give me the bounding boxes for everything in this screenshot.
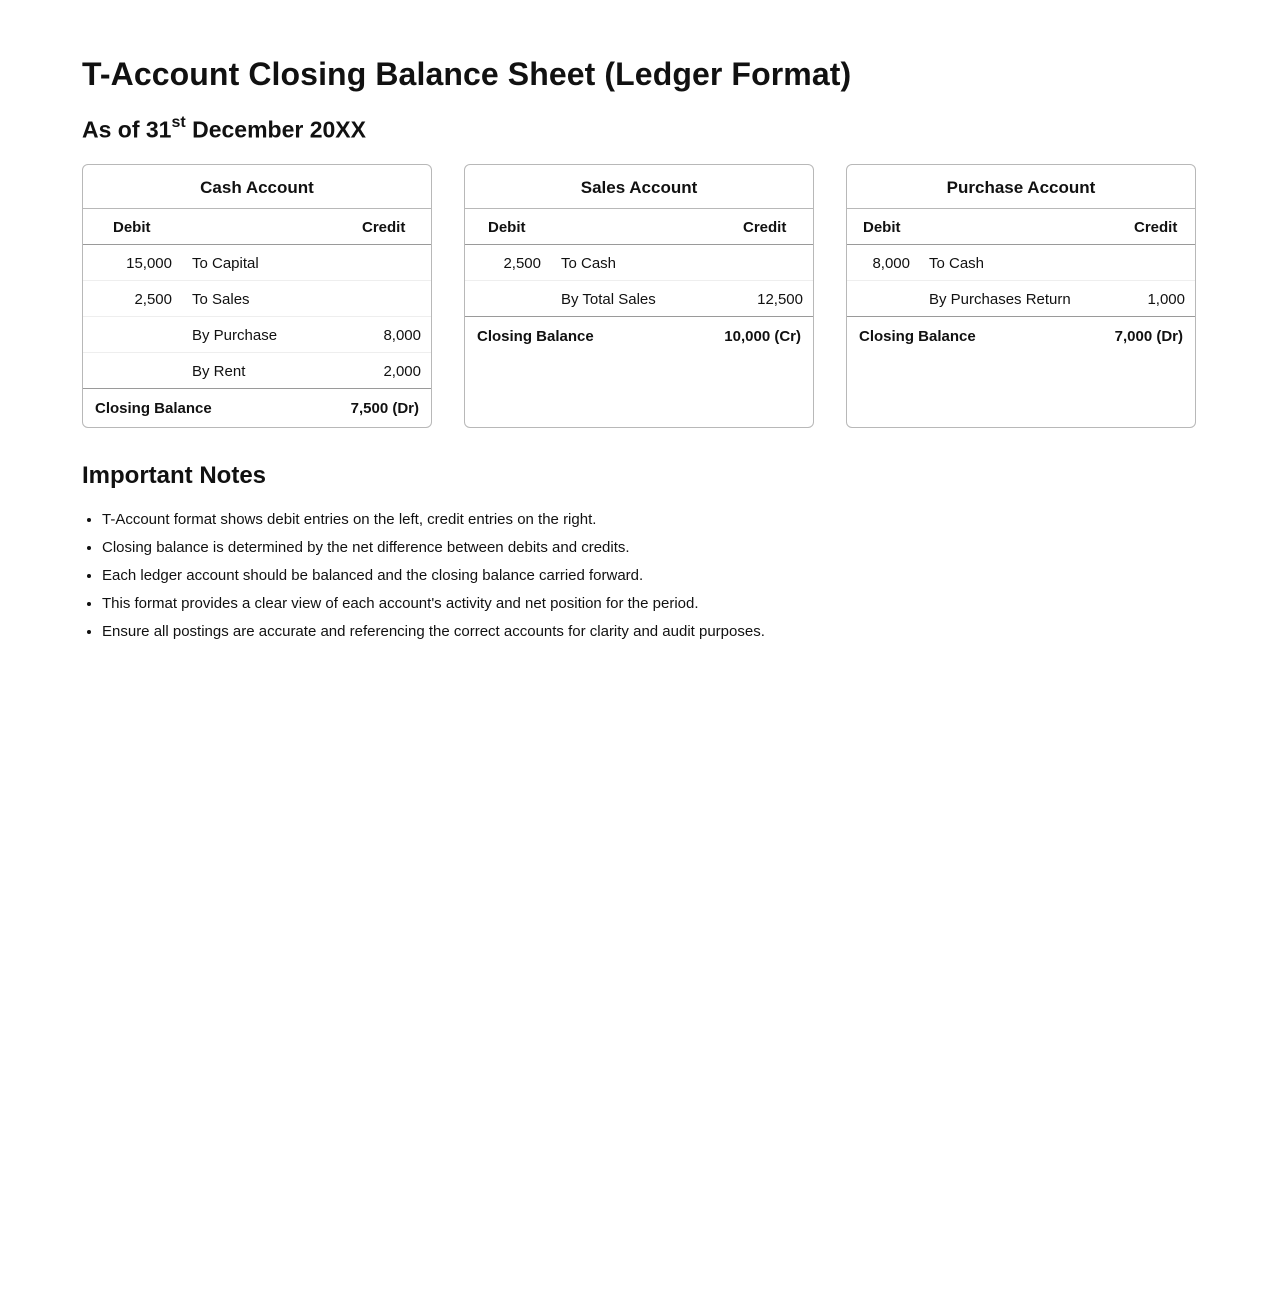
accounts-container — [82, 164, 1196, 428]
account-card-cash — [82, 164, 432, 428]
closing-balance-value: 10,000 (Cr) — [724, 328, 801, 345]
note-item: • Closing balance is determined by the net difference between debits and credits. — [102, 534, 1102, 562]
account-header-row — [83, 209, 431, 245]
ledger-row — [465, 281, 813, 317]
ledger-row — [847, 281, 1195, 317]
note-item: • Each ledger account should be balanced and the closing balance carried forward. — [102, 562, 1102, 590]
closing-balance-row — [465, 317, 813, 355]
note-item: • This format provides a clear view of each account's activity and net position for the period. — [102, 590, 1102, 618]
credit-amount: 12,500 — [757, 291, 803, 308]
particular: To Sales — [192, 291, 250, 308]
credit-amount: 1,000 — [1147, 291, 1185, 308]
ledger-row — [83, 353, 431, 389]
debit-header: Debit — [863, 219, 901, 236]
debit-header: Debit — [488, 219, 526, 236]
closing-balance-value: 7,000 (Dr) — [1114, 328, 1183, 345]
page-title: T-Account Closing Balance Sheet (Ledger Format) — [82, 56, 852, 92]
ledger-row — [847, 245, 1195, 281]
account-card-purchase — [846, 164, 1196, 428]
ledger-row — [83, 281, 431, 317]
debit-amount: 15,000 — [126, 255, 172, 272]
debit-amount: 8,000 — [872, 255, 910, 272]
notes-list — [82, 506, 1102, 646]
closing-balance-label: Closing Balance — [859, 328, 976, 345]
ledger-row — [83, 245, 431, 281]
particular: By Purchases Return — [929, 291, 1071, 308]
account-title: Sales Account — [465, 165, 813, 209]
note-item: • Ensure all postings are accurate and referencing the correct accounts for clarity and audit purposes. — [102, 618, 1102, 646]
subtitle-suffix: December 20XX — [185, 116, 366, 143]
credit-amount: 8,000 — [383, 327, 421, 344]
page-subtitle — [82, 116, 366, 144]
particular: By Total Sales — [561, 291, 656, 308]
credit-header: Credit — [743, 219, 787, 236]
account-title: Purchase Account — [847, 165, 1195, 209]
particular: To Cash — [561, 255, 617, 272]
closing-balance-label: Closing Balance — [477, 328, 594, 345]
closing-balance-label: Closing Balance — [95, 400, 212, 417]
credit-header: Credit — [1134, 219, 1178, 236]
ledger-row — [83, 317, 431, 353]
subtitle-prefix: As of 31 — [82, 116, 172, 143]
debit-amount: 2,500 — [134, 291, 172, 308]
closing-balance-value: 7,500 (Dr) — [350, 400, 419, 417]
particular: To Cash — [929, 255, 985, 272]
credit-amount: 2,000 — [383, 363, 421, 380]
account-title: Cash Account — [83, 165, 431, 209]
account-header-row — [465, 209, 813, 245]
credit-header: Credit — [362, 219, 406, 236]
note-item: • T-Account format shows debit entries on the left, credit entries on the right. — [102, 506, 1102, 534]
debit-amount: 2,500 — [503, 255, 541, 272]
particular: To Capital — [192, 255, 259, 272]
ledger-row — [465, 245, 813, 281]
closing-balance-row — [83, 389, 431, 427]
particular: By Purchase — [192, 327, 278, 344]
closing-balance-row — [847, 317, 1195, 355]
debit-header: Debit — [113, 219, 151, 236]
subtitle-sup: st — [171, 114, 186, 131]
notes-title: Important Notes — [82, 462, 267, 489]
account-header-row — [847, 209, 1195, 245]
account-card-sales — [464, 164, 814, 428]
particular: By Rent — [192, 363, 246, 380]
